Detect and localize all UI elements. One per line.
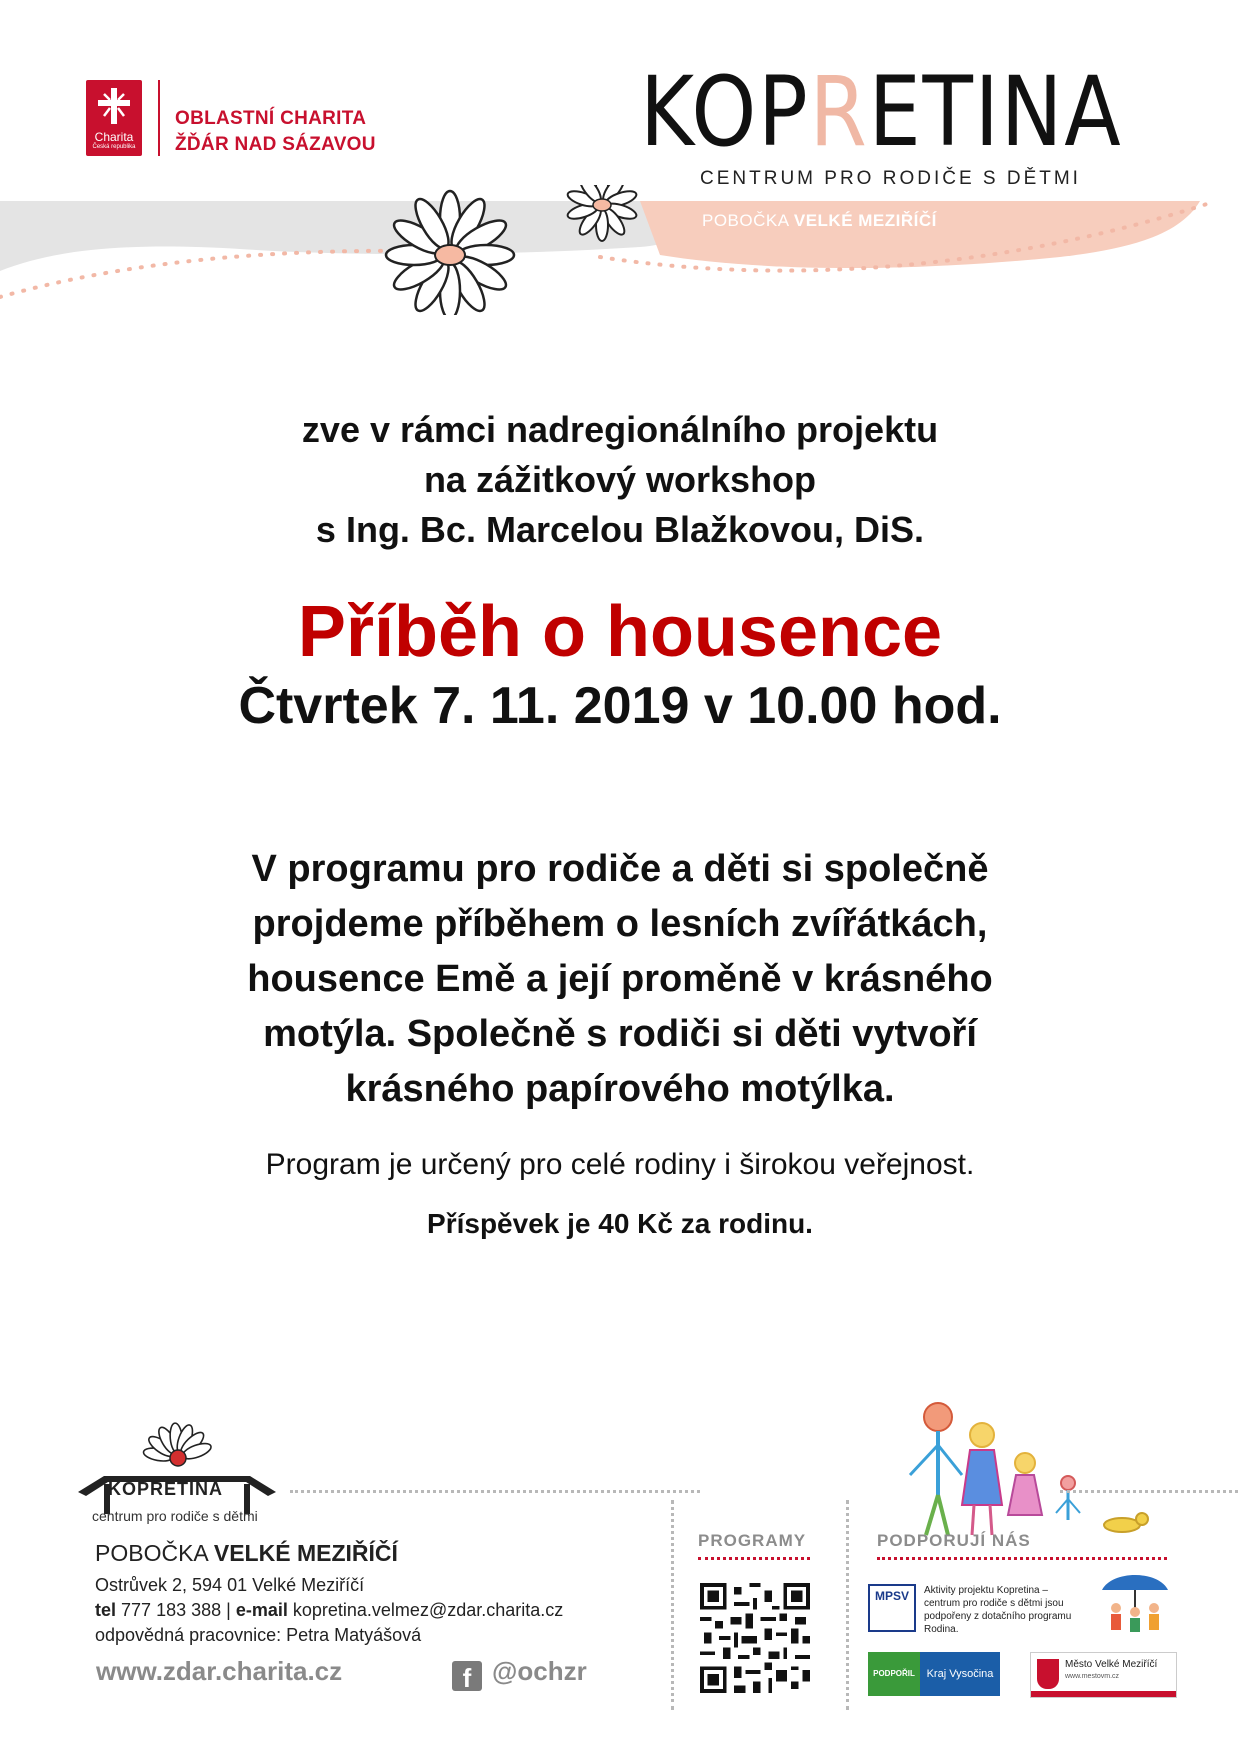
charita-divider xyxy=(158,80,160,156)
description-line3: housence Emě a její proměně v krásného xyxy=(247,958,993,1000)
branch-band-label xyxy=(702,211,937,231)
charita-name-line1: OBLASTNÍ CHARITA xyxy=(175,108,367,129)
mesto-name: Město Velké Meziříčí xyxy=(1065,1659,1158,1670)
social-handle[interactable]: @ochzr xyxy=(492,1656,587,1686)
support-title: PODPORUJÍ NÁS xyxy=(877,1531,1031,1550)
charita-cross-icon xyxy=(96,86,132,126)
footer-branch-title xyxy=(95,1540,398,1567)
branch-band-prefix: POBOČKA xyxy=(702,211,789,230)
branch-band-name: VELKÉ MEZIŘÍČÍ xyxy=(793,211,937,230)
intro-line3: s Ing. Bc. Marcelou Blažkovou, DiS. xyxy=(315,509,925,550)
mpsv-text: Aktivity projektu Kopretina – centrum pro rodiče s dětmi jsou podpořeny z dotačního programu Rodina. xyxy=(924,1585,1072,1635)
description-line2: projdeme příběhem o lesních zvířátkách, xyxy=(252,903,988,945)
kraj-podporil: PODPOŘIL xyxy=(868,1652,920,1696)
audience-note: Program je určený pro celé rodiny i širokou veřejnost. xyxy=(265,1148,975,1181)
kraj-name: Kraj Vysočina xyxy=(920,1652,1000,1696)
brand-title-r: R xyxy=(809,56,869,168)
mpsv-logo: MPSV xyxy=(868,1584,916,1632)
event-date: Čtvrtek 7. 11. 2019 v 10.00 hod. xyxy=(238,677,1002,735)
support-red-dots xyxy=(877,1557,1167,1560)
event-description xyxy=(0,842,1240,1117)
intro-line1: zve v rámci nadregionálního projektu xyxy=(301,409,939,450)
description-line4: motýla. Společně s rodiči si děti vytvoří xyxy=(263,1013,977,1055)
website-link[interactable]: www.zdar.charita.cz xyxy=(96,1656,343,1686)
footer-branch-prefix: POBOČKA xyxy=(95,1540,208,1566)
mesto-crest-icon xyxy=(1037,1659,1059,1689)
charita-logo-label: Charita xyxy=(94,130,134,144)
intro xyxy=(0,405,1240,555)
facebook-icon[interactable]: f xyxy=(452,1661,482,1691)
intro-line2: na zážitkový workshop xyxy=(423,459,817,500)
footer-divider-2 xyxy=(846,1500,849,1710)
footer-staff: odpovědná pracovnice: Petra Matyášová xyxy=(95,1625,422,1645)
footer-phone-email: tel 777 183 388 | e-mail kopretina.velmez@zdar.charita.cz xyxy=(95,1600,564,1620)
description-line5: krásného papírového motýlka. xyxy=(345,1068,895,1110)
footer-contact xyxy=(95,1573,563,1648)
brand-title-post: ETINA xyxy=(868,56,1123,168)
footer-logo-sub: centrum pro rodiče s dětmi xyxy=(92,1508,258,1524)
tel-value[interactable]: 777 183 388 xyxy=(121,1600,222,1620)
header-band xyxy=(0,185,1240,315)
email-label: e-mail xyxy=(235,1600,288,1620)
description-line1: V programu pro rodiče a děti si společně xyxy=(251,848,989,890)
rodina-program-logo xyxy=(1098,1568,1172,1638)
mesto-web: www.mestovm.cz xyxy=(1065,1673,1120,1680)
fee-note: Příspěvek je 40 Kč za rodinu. xyxy=(427,1208,813,1239)
mesto-vm-logo xyxy=(1030,1652,1177,1698)
programs-title: PROGRAMY xyxy=(698,1531,807,1550)
tel-label: tel xyxy=(95,1600,117,1620)
programs-red-dots xyxy=(698,1557,810,1560)
charita-logo xyxy=(86,80,142,156)
footer-dotted-line-right xyxy=(1060,1490,1238,1493)
footer-logo-text: KOPRETINA xyxy=(108,1479,224,1499)
charita-name xyxy=(175,106,376,158)
brand-title-pre: KOP xyxy=(640,56,810,168)
qr-code-icon[interactable] xyxy=(700,1583,810,1693)
brand-subtitle: CENTRUM PRO RODIČE S DĚTMI xyxy=(700,168,1081,189)
event-title: Příběh o housence xyxy=(297,592,943,672)
brand-title xyxy=(640,56,1123,168)
footer-dotted-line-left xyxy=(290,1490,700,1493)
charita-logo-sublabel: Česká republika xyxy=(92,144,136,150)
email-value[interactable]: kopretina.velmez@zdar.charita.cz xyxy=(292,1600,564,1620)
mesto-bar xyxy=(1031,1691,1176,1697)
footer-divider-1 xyxy=(671,1500,674,1710)
kids-drawing xyxy=(900,1395,1170,1545)
kraj-vysocina-logo xyxy=(868,1652,1000,1696)
footer-daisy-icon xyxy=(130,1420,226,1476)
footer-address: Ostrůvek 2, 594 01 Velké Meziříčí xyxy=(95,1575,365,1595)
charita-name-line2: ŽĎÁR NAD SÁZAVOU xyxy=(175,134,376,155)
footer-branch-name: VELKÉ MEZIŘÍČÍ xyxy=(213,1540,398,1566)
